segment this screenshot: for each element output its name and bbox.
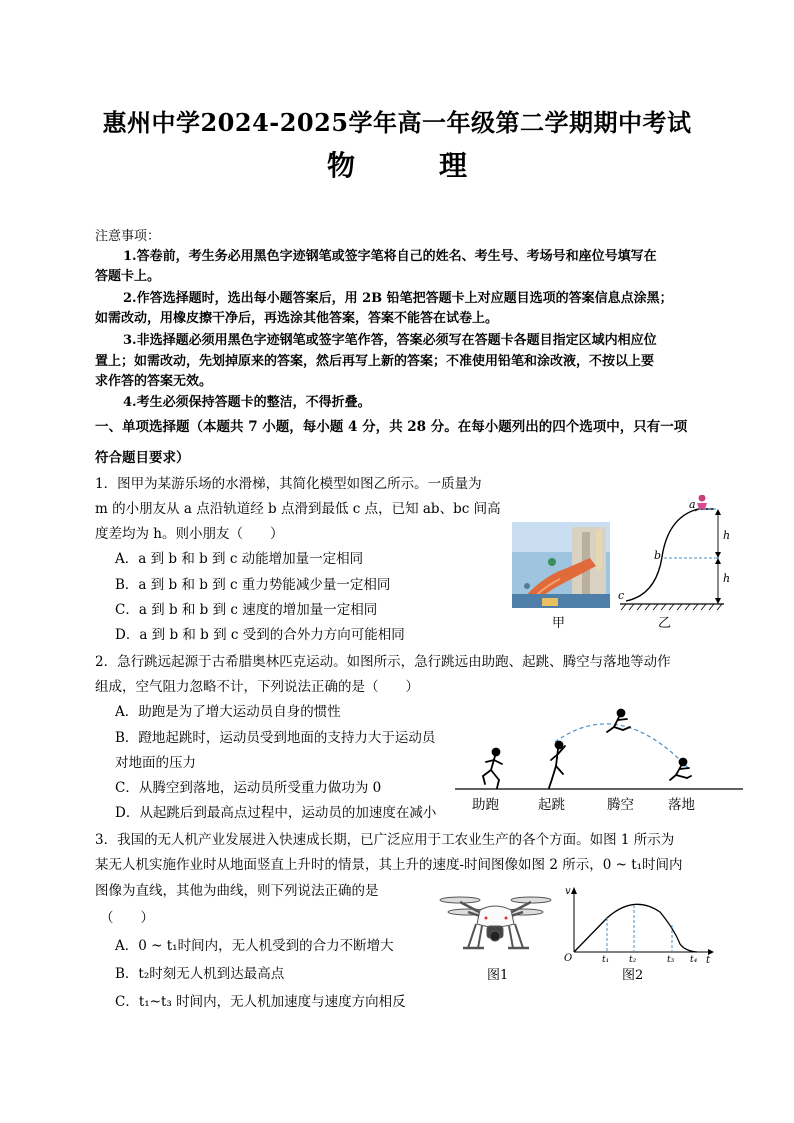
q2-option-b: B．蹬地起跳时，运动员受到地面的支持力大于运动员 (115, 730, 436, 746)
q1-option-a: A．a 到 b 和 b 到 c 动能增加量一定相同 (115, 551, 364, 567)
notice-line: 3.非选择题必须用黑色字迹钢笔或签字笔作答，答案必须写在答题卡各题目指定区域内相应位 (123, 333, 657, 348)
q3-option-a: A．0 ~ t₁时间内，无人机受到的合力不断增大 (115, 938, 394, 954)
q1-option-d: D．a 到 b 和 b 到 c 受到的合外力方向可能相同 (115, 627, 405, 643)
drone-photo (438, 890, 553, 960)
origin-label: O (564, 953, 573, 964)
q2-option-b-cont: 对地面的压力 (115, 755, 196, 771)
fig-jia-label: 甲 (552, 616, 566, 631)
q3-option-c: C．t₁~t₃ 时间内，无人机加速度与速度方向相反 (115, 994, 406, 1010)
water-slide-photo (512, 522, 610, 608)
height-label-2: h (723, 572, 731, 585)
q3-stem-blank: （ ） (100, 910, 154, 926)
q3-stem: 3．我国的无人机产业发展进入快速成长期，已广泛应用于工农业生产的各个方面。如图 1 所示为 (95, 832, 675, 848)
axis-t-label: t (706, 955, 711, 964)
q3-stem: 某无人机实施作业时从地面竖直上升时的情景，其上升的速度-时间图像如图 2 所示，0 ~ t₁时间内 (95, 857, 683, 873)
q2-option-d: D．从起跳后到最高点过程中，运动员的加速度在减小 (115, 805, 437, 821)
notice-line: 2.作答选择题时，选出每小题答案后，用 2B 铅笔把答题卡上对应题目选项的答案信息点涂黑； (123, 291, 673, 306)
exam-title: 惠州中学2024-2025学年高一年级第二学期期中考试 (102, 108, 692, 137)
fig1-label: 图1 (487, 968, 509, 983)
q1-stem: m 的小朋友从 a 点沿轨道经 b 点滑到最低 c 点，已知 ab、bc 间高 (95, 501, 501, 517)
label-landing: 落地 (668, 797, 695, 813)
q1-option-c: C．a 到 b 和 b 到 c 速度的增加量一定相同 (115, 602, 378, 618)
tick-t4: t₄ (690, 955, 698, 964)
q3-stem: 图像为直线，其他为曲线，则下列说法正确的是 (95, 883, 379, 899)
q3-option-b: B．t₂时刻无人机到达最高点 (115, 966, 285, 982)
label-takeoff: 起跳 (538, 797, 565, 813)
tick-t2: t₂ (629, 955, 637, 964)
point-b-label: b (654, 549, 662, 562)
long-jump-diagram (455, 700, 745, 795)
tick-t1: t₁ (602, 955, 610, 964)
notice-heading: 注意事项： (95, 229, 161, 244)
q1-stem: 度差均为 h。则小朋友（ ） (95, 526, 284, 542)
subject-title: 物 理 (326, 149, 495, 182)
notice-line: 置上；如需改动，先划掉原来的答案，然后再写上新的答案；不准使用铅笔和涂改液，不按以上要 (95, 354, 655, 369)
point-a-label: a (689, 498, 696, 511)
label-airborne: 腾空 (607, 797, 634, 813)
section-heading: 一、单项选择题（本题共 7 小题，每小题 4 分，共 28 分。在每小题列出的四个选项中，只有一项 (95, 419, 688, 435)
axis-v-label: v (565, 886, 571, 897)
notice-line: 答题卡上。 (95, 269, 161, 284)
notice-line: 4.考生必须保持答题卡的整洁，不得折叠。 (123, 395, 371, 410)
q2-option-a: A．助跑是为了增大运动员自身的惯性 (115, 704, 341, 720)
velocity-time-graph (562, 884, 722, 964)
label-run: 助跑 (472, 797, 499, 813)
q1-option-b: B．a 到 b 和 b 到 c 重力势能减少量一定相同 (115, 577, 391, 593)
notice-line: 如需改动，用橡皮擦干净后，再选涂其他答案，答案不能答在试卷上。 (95, 311, 499, 326)
notice-line: 1.答卷前，考生务必用黑色字迹钢笔或签字笔将自己的姓名、考生号、考场号和座位号填写在 (123, 249, 657, 264)
height-label-1: h (723, 529, 731, 542)
q2-stem: 组成，空气阻力忽略不计，下列说法正确的是（ ） (95, 679, 419, 695)
fig2-label: 图2 (622, 968, 644, 983)
point-c-label: c (618, 589, 625, 602)
q1-stem: 1．图甲为某游乐场的水滑梯，其简化模型如图乙所示。一质量为 (95, 476, 482, 492)
q2-stem: 2．急行跳远起源于古希腊奥林匹克运动。如图所示，急行跳远由助跑、起跳、腾空与落地等动作 (95, 654, 671, 670)
section-heading-cont: 符合题目要求） (95, 450, 190, 466)
tick-t3: t₃ (667, 955, 675, 964)
slide-diagram (614, 495, 744, 630)
q2-option-c: C．从腾空到落地，运动员所受重力做功为 0 (115, 780, 382, 796)
notice-line: 求作答的答案无效。 (95, 374, 213, 389)
fig-yi-label: 乙 (658, 616, 672, 631)
